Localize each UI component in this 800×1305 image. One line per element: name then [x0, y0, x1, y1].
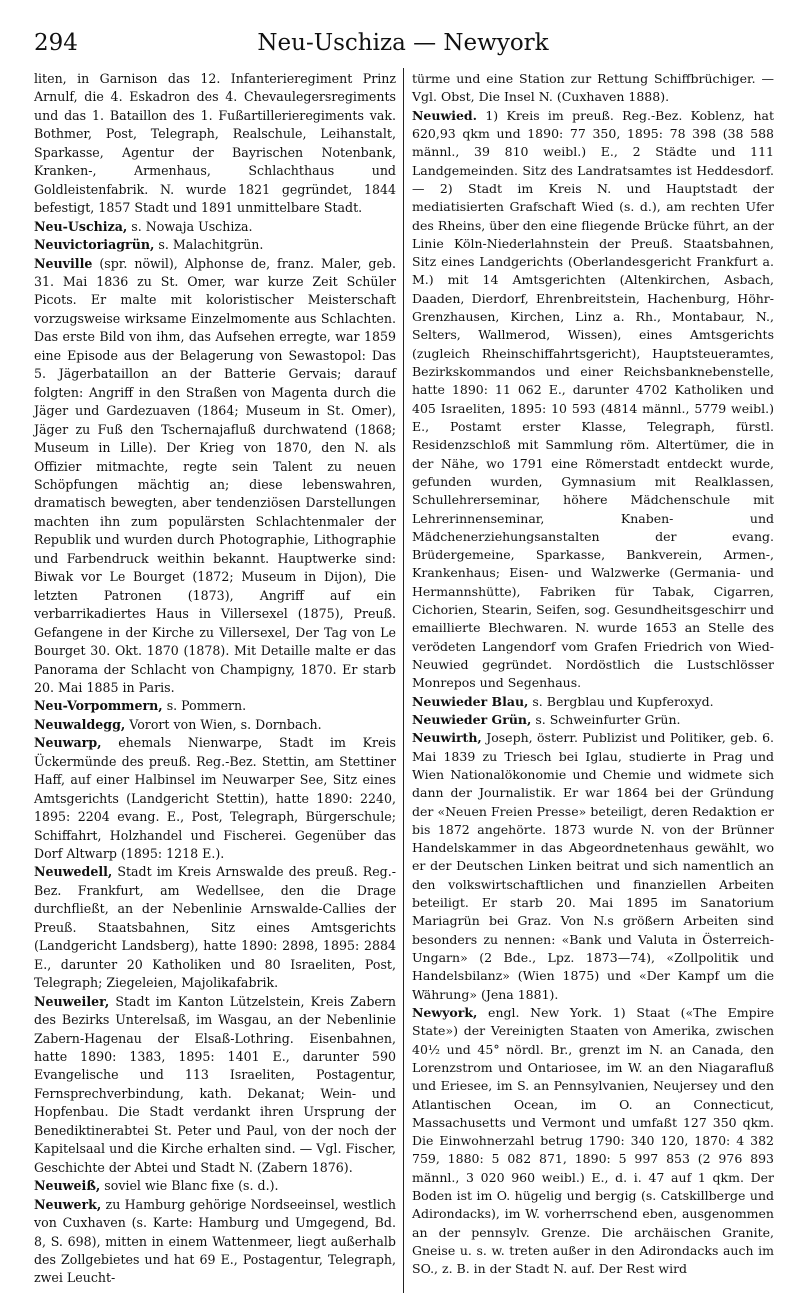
- entry-headword: Neuweiler,: [34, 993, 110, 1009]
- entry-text: Stadt im Kanton Lützelstein, Kreis Zabern des Bezirks Unterelsaß, im Wasgau, an der Nebenlinie Zabern-Hagenau der Elsaß-Lothring. Eisenbahnen, hatte 1890: 1383, 1895: 1401 E., darunter 590 Evangelische und 113 Israeliten, Postagentur, Fernsprechverbindung, kath. Dekanat; Wein- und Hopfenbau. Die Stadt verdankt ihren Ursprung der Benediktinerabtei St. Peter und Paul, von der noch der Kapitelsaal und die Kirche erhalten sind. — Vgl. Fischer, Geschichte der Abtei und Stadt N. (Zabern 1876).: [34, 993, 396, 1175]
- dictionary-entry: [34, 734, 396, 863]
- entry-text: (spr. nöwil), Alphonse de, franz. Maler, geb. 31. Mai 1836 zu St. Omer, war kurze Zeit Schüler Picots. Er malte mit koloristischer Meisterschaft vorzugsweise wirksame Einzelmomente aus Schlachten. Das erste Bild von ihm, das Aufsehen erregte, war 1859 eine Episode aus der Belagerung von Sewastopol: Das 5. Jägerbataillon an der Batterie Gervais; darauf folgten: Angriff in den Straßen von Magenta durch die Jäger und Gardezuaven (1864; Museum in St. Omer), Jäger zu Fuß den Tschernajafluß durchwatend (1868; Museum in Lille). Der Krieg von 1870, den N. als Offizier mitmachte, regte sein Talent zu neuen Schöpfungen mächtig an; diese lebenswahren, dramatisch bewegten, aber tendenziösen Darstellungen machten ihn zum populärsten Schlachtenmaler der Republik und wurden durch Photographie, Lithographie und Farbendruck weithin bekannt. Hauptwerke sind: Biwak vor Le Bourget (1872; Museum in Dijon), Die letzten Patronen (1873), Angriff auf ein verbarrikadiertes Haus in Villersexel (1875), Preuß. Gefangene in der Kirche zu Villersexel, Der Tag von Le Bourget 30. Okt. 1870 (1878). Mit Detaille malte er das Panorama der Schlacht von Champigny, 1870. Er starb 20. Mai 1885 in Paris.: [34, 255, 396, 695]
- entry-headword: Neuwaldegg,: [34, 716, 126, 732]
- dictionary-entry: [412, 70, 774, 107]
- entry-text: s. Schweinfurter Grün.: [531, 711, 681, 727]
- dictionary-entry: [34, 255, 396, 698]
- right-column: [412, 70, 774, 1279]
- entry-text: Vorort von Wien, s. Dornbach.: [125, 716, 322, 732]
- entry-text: s. Malachitgrün.: [154, 237, 264, 253]
- entry-text: zu Hamburg gehörige Nordseeinsel, westlich von Cuxhaven (s. Karte: Hamburg und Umgegend, Bd. 8, S. 698), mitten in einem Wattenmeer, liegt außerhalb des Zollgebietes und hat 69 E., Postagentur, Telegraph, zwei Leucht-: [34, 1196, 396, 1286]
- dictionary-entry: [412, 693, 774, 711]
- entry-text: s. Pommern.: [162, 698, 247, 714]
- entry-headword: Neuwarp,: [34, 735, 102, 751]
- entry-headword: Neuweiß,: [34, 1178, 101, 1194]
- dictionary-entry: [34, 697, 396, 715]
- running-head: Neu-Uschiza — Newyork: [257, 30, 549, 56]
- entry-headword: Neuwedell,: [34, 864, 113, 880]
- dictionary-entry: [34, 1196, 396, 1288]
- column-divider: [403, 68, 404, 1293]
- entry-text: soviel wie Blanc fixe (s. d.).: [100, 1178, 279, 1194]
- dictionary-entry: [34, 1177, 396, 1195]
- entry-text: Stadt im Kreis Arnswalde des preuß. Reg.-Bez. Frankfurt, am Wedellsee, den die Drage durchfließt, an der Nebenlinie Arnswalde-Callies der Preuß. Staatsbahnen, Sitz eines Amtsgerichts (Landgericht Landsberg), hatte 1890: 2898, 1895: 2884 E., darunter 20 Katholiken und 80 Israeliten, Post, Telegraph; Ziegeleien, Majolikafabrik.: [34, 864, 396, 991]
- entry-headword: Neu-Vorpommern,: [34, 698, 163, 714]
- entry-headword: Neuwieder Grün,: [412, 711, 532, 727]
- entry-headword: Newyork,: [412, 1004, 478, 1020]
- dictionary-entry: [34, 863, 396, 992]
- dictionary-entry: [412, 107, 774, 693]
- entry-text: Joseph, österr. Publizist und Politiker, geb. 6. Mai 1839 zu Triesch bei Iglau, studierte in Prag und Wien Nationalökonomie und Chemie und widmete sich dann der Journalistik. Er war 1864 bei der Gründung der «Neuen Freien Presse» beteiligt, deren Redaktion er bis 1872 angehörte. 1873 wurde N. von der Brünner Handelskammer in das Abgeordnetenhaus gewählt, wo er der Deutschen Linken beitrat und sich namentlich an den volkswirtschaftlichen und finanziellen Arbeiten beteiligt. Er starb 20. Mai 1895 im Sanatorium Mariagrün bei Graz. Von N.s größern Arbeiten sind besonders zu nennen: «Bank und Valuta in Österreich-Ungarn» (2 Bde., Lpz. 1873—74), «Zollpolitik und Handelsbilanz» (Wien 1875) und «Der Kampf um die Währung» (Jena 1881).: [412, 730, 774, 1002]
- entry-headword: Neuwirth,: [412, 730, 482, 746]
- dictionary-entry: [34, 993, 396, 1178]
- entry-text: türme und eine Station zur Rettung Schiffbrüchiger. — Vgl. Obst, Die Insel N. (Cuxhaven 1888).: [412, 71, 774, 105]
- dictionary-entry: [34, 218, 396, 236]
- entry-headword: Neuwerk,: [34, 1196, 102, 1212]
- entry-headword: Neu-Uschiza,: [34, 218, 128, 234]
- entry-headword: Neuwied.: [412, 107, 478, 123]
- dictionary-entry: [412, 1004, 774, 1279]
- dictionary-entry: [34, 716, 396, 734]
- dictionary-entry: [34, 70, 396, 218]
- dictionary-entry: [412, 729, 774, 1004]
- entry-headword: Neuville: [34, 255, 93, 271]
- entry-text: s. Nowaja Uschiza.: [127, 218, 253, 234]
- entry-text: ehemals Nienwarpe, Stadt im Kreis Ückermünde des preuß. Reg.-Bez. Stettin, am Stettiner Haff, auf einer Halbinsel im Neuwarper See, Sitz eines Amtsgerichts (Landgericht Stettin), hatte 1890: 2240, 1895: 2204 evang. E., Post, Telegraph, Bürgerschule; Schiffahrt, Holzhandel und Fischerei. Gegenüber das Dorf Altwarp (1895: 1218 E.).: [34, 735, 396, 862]
- left-column: [34, 70, 396, 1288]
- entry-text: liten, in Garnison das 12. Infanterieregiment Prinz Arnulf, die 4. Eskadron des 4. Chevaulegersregiments und das 1. Bataillon des 1. Fußartillerieregiments vak. Bothmer, Post, Telegraph, Realschule, Leihanstalt, Sparkasse, Agentur der Bayrischen Notenbank, Kranken-, Armenhaus, Schlachthaus und Goldleistenfabrik. N. wurde 1821 gegründet, 1844 befestigt, 1857 Stadt und 1891 unmittelbare Stadt.: [34, 71, 396, 216]
- page-header: [28, 28, 778, 62]
- page-number: 294: [34, 30, 78, 56]
- entry-text: engl. New York. 1) Staat («The Empire State») der Vereinigten Staaten von Amerika, zwischen 40½ und 45° nördl. Br., grenzt im N. an Canada, den Lorenzstrom und Ontariosee, im W. an den Niagarafluß und Eriesee, im S. an Pennsylvanien, Neujersey und den Atlantischen Ocean, im O. an Connecticut, Massachusetts und Vermont und umfaßt 127 350 qkm. Die Einwohnerzahl betrug 1790: 340 120, 1870: 4 382 759, 1880: 5 082 871, 1890: 5 997 853 (2 976 893 männl., 3 020 960 weibl.) E., d. i. 47 auf 1 qkm. Der Boden ist im O. hügelig und bergig (s. Catskillberge und Adirondacks), im W. vorherrschend eben, ausgenommen an der pennsylv. Grenze. Die archäischen Granite, Gneise u. s. w. treten außer in den Adirondacks auch im SO., z. B. in der Stadt N. auf. Der Rest wird: [412, 1004, 774, 1277]
- entry-headword: Neuwieder Blau,: [412, 693, 529, 709]
- entry-text: 1) Kreis im preuß. Reg.-Bez. Koblenz, hat 620,93 qkm und 1890: 77 350, 1895: 78 398 (38 588 männl., 39 810 weibl.) E., 2 Städte und 111 Landgemeinden. Sitz des Landratsamtes ist Heddesdorf. — 2) Stadt im Kreis N. und Hauptstadt der mediatisierten Grafschaft Wied (s. d.), am rechten Ufer des Rheins, über den eine fliegende Brücke führt, an der Linie Köln-Niederlahnstein der Preuß. Staatsbahnen, Sitz eines Landgerichts (Oberlandesgericht Frankfurt a. M.) mit 14 Amtsgerichten (Altenkirchen, Asbach, Daaden, Dierdorf, Ehrenbreitstein, Hachenburg, Höhr-Grenzhausen, Kirchen, Linz a. Rh., Montabaur, N., Selters, Wallmerod, Wissen), eines Amtsgerichts (zugleich Rheinschiffahrtsgericht), Hauptsteueramtes, Bezirkskommandos und einer Reichsbanknebenstelle, hatte 1890: 11 062 E., darunter 4702 Katholiken und 405 Israeliten, 1895: 10 593 (4814 männl., 5779 weibl.) E., Postamt erster Klasse, Telegraph, fürstl. Residenzschloß mit Sammlung röm. Altertümer, die in der Nähe, wo 1791 eine Römerstadt entdeckt wurde, gefunden wurden, Gymnasium mit Realklassen, Schullehrerseminar, höhere Mädchenschule mit Lehrerinnenseminar, Knaben- und Mädchenerziehungsanstalten der evang. Brüdergemeine, Sparkasse, Bankverein, Armen-, Krankenhaus; Eisen- und Walzwerke (Germania- und Hermannshütte), Fabriken für Tabak, Cigarren, Cichorien, Stearin, Seifen, sog. Gesundheitsgeschirr und emaillierte Blechwaren. N. wurde 1653 an Stelle des verödeten Langendorf vom Grafen Friedrich von Wied-Neuwied gegründet. Nordöstlich die Lustschlösser Monrepos und Segenhaus.: [412, 107, 774, 691]
- entry-text: s. Bergblau und Kupferoxyd.: [528, 693, 714, 709]
- dictionary-entry: [412, 711, 774, 729]
- entry-headword: Neuvictoriagrün,: [34, 237, 155, 253]
- dictionary-entry: [34, 236, 396, 254]
